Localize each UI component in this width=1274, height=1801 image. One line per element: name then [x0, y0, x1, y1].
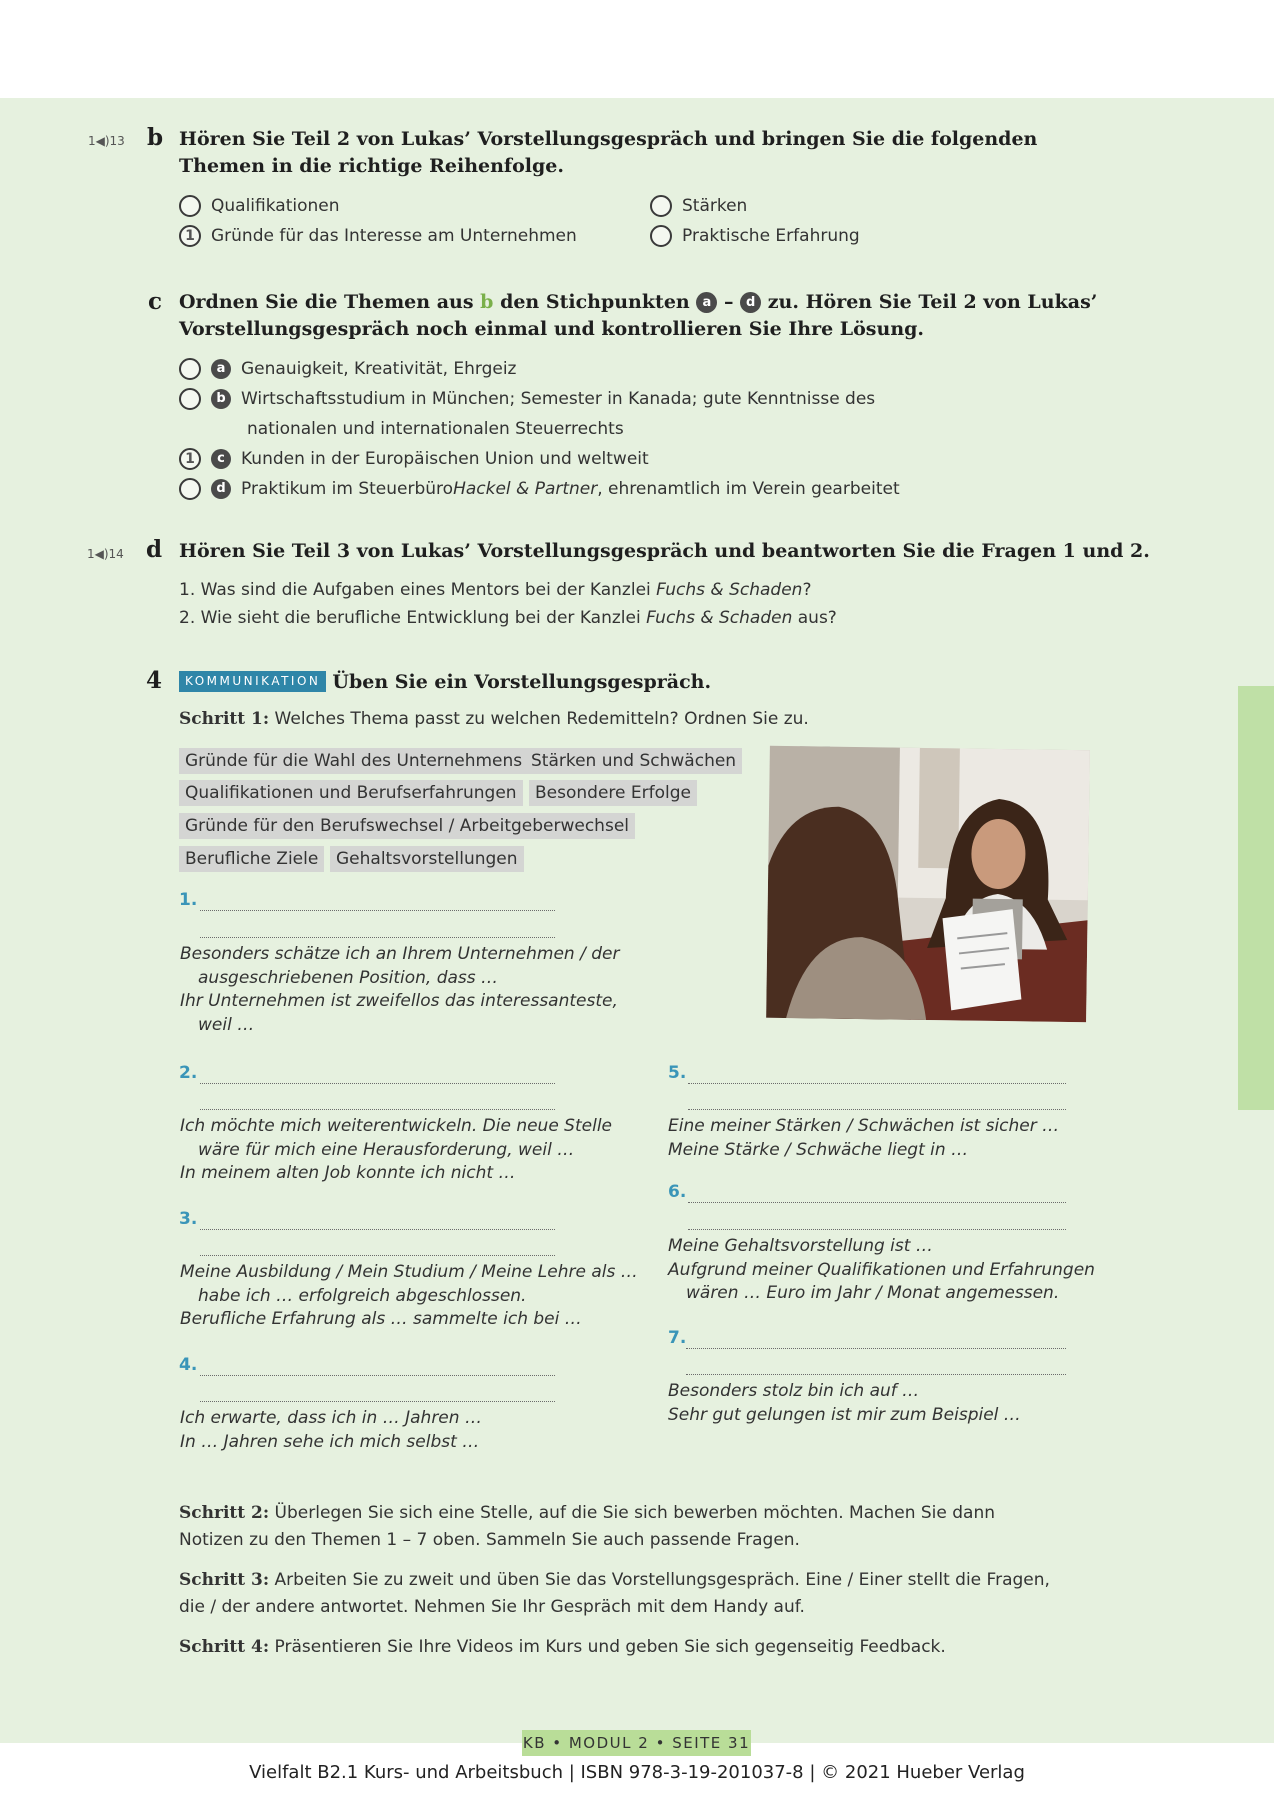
- schritt-4: [179, 1634, 946, 1661]
- phrases-4: [180, 1407, 482, 1454]
- option-praktische-erfahrung[interactable]: [650, 221, 860, 251]
- option-label: Stärken: [682, 196, 748, 216]
- topic-chip[interactable]: Besondere Erfolge: [529, 780, 697, 806]
- schritt-text: Notizen zu den Themen 1 – 7 oben. Sammeln Sie auch passende Fragen.: [179, 1530, 800, 1550]
- slot-number-7: 7.: [668, 1328, 687, 1348]
- schritt-label: Schritt 4:: [179, 1637, 270, 1657]
- phrase-line: Besonders schätze ich an Ihrem Unternehmen / der: [180, 944, 620, 964]
- phrases-6: [668, 1235, 1095, 1306]
- badge-b: b: [211, 389, 231, 409]
- audio-track-14[interactable]: [87, 547, 124, 561]
- slot-number-4: 4.: [179, 1355, 198, 1375]
- heading-text: Üben Sie ein Vorstellungsgespräch.: [332, 671, 712, 693]
- item-text: , ehrenamtlich im Verein gearbeitet: [597, 479, 900, 499]
- slot-number-2: 2.: [179, 1063, 198, 1083]
- task-number-4: 4: [146, 667, 163, 694]
- schritt-label: Schritt 3:: [179, 1570, 270, 1590]
- interview-photo: [766, 746, 1090, 1022]
- answer-circle[interactable]: [179, 388, 201, 410]
- phrase-line: Meine Ausbildung / Mein Studium / Meine Lehre als …: [180, 1262, 638, 1282]
- topic-chip[interactable]: Gründe für den Berufswechsel / Arbeitgeberwechsel: [179, 813, 635, 839]
- badge-a: a: [211, 359, 231, 379]
- task-b-heading: Hören Sie Teil 2 von Lukas’ Vorstellungsgespräch und bringen Sie die folgenden Themen in die richtige Reihenfolge.: [179, 128, 1038, 177]
- heading-dash: –: [723, 291, 734, 313]
- heading-text: Ordnen Sie die Themen aus: [179, 291, 474, 313]
- audio-track-13[interactable]: [88, 134, 125, 148]
- answer-circle[interactable]: [179, 478, 201, 500]
- heading-text: Vorstellungsgespräch noch einmal und kontrollieren Sie Ihre Lösung.: [179, 318, 925, 340]
- schritt-text: Arbeiten Sie zu zweit und üben Sie das Vorstellungsgespräch. Eine / Einer stellt die Fragen,: [269, 1570, 1050, 1590]
- answer-line[interactable]: [200, 1375, 555, 1376]
- badge-a-inline: a: [696, 292, 717, 313]
- question-2: [179, 605, 837, 632]
- heading-ref-b: b: [480, 291, 494, 313]
- phrase-line: Eine meiner Stärken / Schwächen ist sicher …: [668, 1116, 1060, 1136]
- interview-illustration: [766, 746, 1090, 1022]
- badge-c: c: [211, 449, 231, 469]
- match-item-b-continued: nationalen und internationalen Steuerrechts: [247, 419, 624, 439]
- phrase-line: Ich möchte mich weiterentwickeln. Die neue Stelle: [180, 1116, 613, 1136]
- badge-d: d: [211, 479, 231, 499]
- task-letter-b: b: [147, 124, 164, 151]
- phrases-2: [180, 1115, 612, 1186]
- phrase-line: In meinem alten Job konnte ich nicht …: [180, 1163, 516, 1183]
- task-4-heading: [179, 669, 711, 696]
- topic-chip[interactable]: Gehaltsvorstellungen: [330, 846, 524, 872]
- order-circle[interactable]: [650, 225, 672, 247]
- topic-chip[interactable]: Qualifikationen und Berufserfahrungen: [179, 780, 523, 806]
- answer-line[interactable]: [688, 1229, 1066, 1230]
- audio-track-label: 1◀)14: [87, 547, 124, 561]
- side-tab-marker: [1238, 686, 1274, 1110]
- answer-line[interactable]: [688, 1202, 1066, 1203]
- topic-chip[interactable]: Stärken und Schwächen: [525, 748, 742, 774]
- task-letter-c: c: [148, 288, 163, 315]
- answer-circle[interactable]: 1: [179, 448, 201, 470]
- order-circle[interactable]: 1: [179, 225, 201, 247]
- slot-number-6: 6.: [668, 1182, 687, 1202]
- match-item-c[interactable]: [179, 444, 649, 474]
- order-circle[interactable]: [650, 195, 672, 217]
- answer-line[interactable]: [200, 1255, 555, 1256]
- kommunikation-tag: KOMMUNIKATION: [179, 671, 326, 692]
- phrases-7: [668, 1380, 1021, 1427]
- topic-chip[interactable]: Berufliche Ziele: [179, 846, 324, 872]
- match-item-a[interactable]: [179, 354, 516, 384]
- publisher-line: Vielfalt B2.1 Kurs- und Arbeitsbuch | ISBN 978-3-19-201037-8 | © 2021 Hueber Verlag: [249, 1762, 1025, 1783]
- heading-text: den Stichpunkten: [500, 291, 690, 313]
- slot-number-3: 3.: [179, 1209, 198, 1229]
- option-qualifikationen[interactable]: [179, 191, 340, 221]
- phrase-line: habe ich … erfolgreich abgeschlossen.: [198, 1285, 527, 1306]
- slot-number-5: 5.: [668, 1063, 687, 1083]
- question-text: 2. Wie sieht die berufliche Entwicklung bei der Kanzlei: [179, 608, 647, 628]
- schritt-text: Welches Thema passt zu welchen Redemitteln? Ordnen Sie zu.: [269, 709, 809, 729]
- answer-line[interactable]: [200, 1401, 555, 1402]
- option-label: Gründe für das Interesse am Unternehmen: [211, 226, 577, 246]
- answer-line[interactable]: [200, 937, 555, 938]
- schritt-text: Präsentieren Sie Ihre Videos im Kurs und geben Sie sich gegenseitig Feedback.: [269, 1637, 946, 1657]
- item-text: Kunden in der Europäischen Union und weltweit: [241, 449, 649, 469]
- phrase-line: weil …: [198, 1014, 255, 1035]
- item-text-company: Hackel & Partner: [453, 479, 598, 499]
- topic-chip[interactable]: Gründe für die Wahl des Unternehmens: [179, 748, 528, 774]
- question-text: ?: [802, 580, 812, 600]
- schritt-2: [179, 1500, 995, 1554]
- item-text: Praktikum im Steuerbüro: [241, 479, 454, 499]
- phrase-line: In … Jahren sehe ich mich selbst …: [180, 1431, 480, 1452]
- schritt-text: die / der andere antwortet. Nehmen Sie Ihr Gespräch mit dem Handy auf.: [179, 1597, 805, 1617]
- phrases-1: [180, 943, 619, 1037]
- question-company: Fuchs & Schaden: [656, 580, 803, 600]
- page-tag: KB • MODUL 2 • SEITE 31: [522, 1730, 751, 1756]
- question-text: 1. Was sind die Aufgaben eines Mentors bei der Kanzlei: [179, 580, 657, 600]
- answer-line[interactable]: [200, 910, 555, 911]
- audio-track-label: 1◀)13: [88, 134, 125, 148]
- slot-number-1: 1.: [179, 890, 198, 910]
- match-item-d[interactable]: [179, 474, 900, 504]
- answer-line[interactable]: [686, 1348, 1066, 1349]
- phrase-line: Aufgrund meiner Qualifikationen und Erfahrungen: [668, 1259, 1095, 1280]
- answer-line[interactable]: [200, 1109, 555, 1110]
- option-label: Praktische Erfahrung: [682, 226, 860, 246]
- phrase-line: Berufliche Erfahrung als … sammelte ich bei …: [180, 1309, 582, 1329]
- phrase-line: Meine Stärke / Schwäche liegt in …: [668, 1139, 969, 1160]
- question-company: Fuchs & Schaden: [646, 608, 793, 628]
- phrase-line: wären … Euro im Jahr / Monat angemessen.: [686, 1283, 1060, 1303]
- phrase-line: Ihr Unternehmen ist zweifellos das interessanteste,: [180, 991, 618, 1011]
- badge-d-inline: d: [740, 292, 761, 313]
- task-d-heading: Hören Sie Teil 3 von Lukas’ Vorstellungsgespräch und beantworten Sie die Fragen 1 und 2.: [179, 540, 1150, 562]
- heading-text: zu. Hören Sie Teil 2 von Lukas’: [767, 291, 1098, 313]
- phrases-5: [668, 1115, 1059, 1162]
- item-text: Wirtschaftsstudium in München; Semester in Kanada; gute Kenntnisse des: [241, 389, 876, 409]
- phrases-3: [180, 1261, 638, 1332]
- option-staerken[interactable]: [650, 191, 747, 221]
- answer-line[interactable]: [688, 1083, 1066, 1084]
- schritt-3: [179, 1567, 1050, 1621]
- answer-line[interactable]: [200, 1083, 555, 1084]
- answer-circle[interactable]: [179, 358, 201, 380]
- question-1: [179, 577, 811, 604]
- option-label: Qualifikationen: [211, 196, 340, 216]
- task-c-heading: [179, 289, 1099, 343]
- phrase-line: ausgeschriebenen Position, dass …: [198, 967, 499, 988]
- phrase-line: Ich erwarte, dass ich in … Jahren …: [180, 1408, 482, 1428]
- match-item-b[interactable]: [179, 384, 875, 414]
- schritt-label: Schritt 1:: [179, 709, 270, 729]
- phrase-line: Sehr gut gelungen ist mir zum Beispiel …: [668, 1404, 1021, 1425]
- schritt-1: [179, 706, 809, 733]
- phrase-line: Meine Gehaltsvorstellung ist …: [668, 1236, 933, 1256]
- answer-line[interactable]: [688, 1109, 1066, 1110]
- answer-line[interactable]: [686, 1374, 1066, 1375]
- answer-line[interactable]: [200, 1229, 555, 1230]
- schritt-label: Schritt 2:: [179, 1503, 270, 1523]
- option-gruende-interesse[interactable]: [179, 221, 577, 251]
- item-text: Genauigkeit, Kreativität, Ehrgeiz: [241, 359, 517, 379]
- task-letter-d: d: [146, 536, 163, 563]
- schritt-text: Überlegen Sie sich eine Stelle, auf die Sie sich bewerben möchten. Machen Sie dann: [269, 1503, 996, 1523]
- phrase-line: wäre für mich eine Herausforderung, weil …: [198, 1139, 575, 1160]
- phrase-line: Besonders stolz bin ich auf …: [668, 1381, 920, 1401]
- question-text: aus?: [792, 608, 837, 628]
- order-circle[interactable]: [179, 195, 201, 217]
